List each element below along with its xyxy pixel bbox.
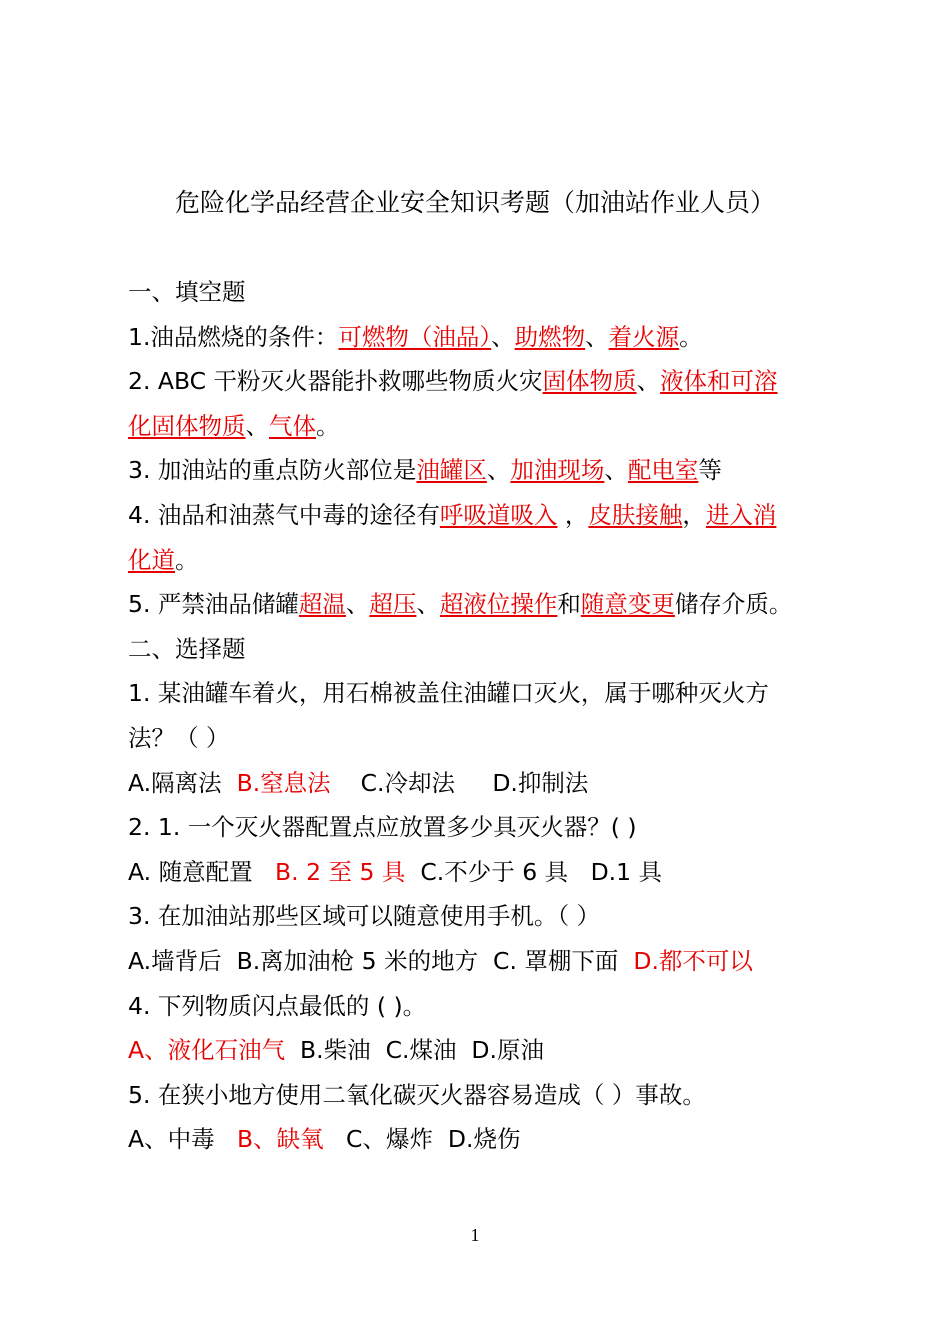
separator: 、: [245, 411, 269, 440]
fill-question-4-cont: [128, 538, 836, 583]
section-heading-choice: 二、选择题: [128, 634, 246, 663]
choice-question-3: 3. 在加油站那些区域可以随意使用手机。（ ）: [128, 902, 601, 931]
option-a: A.隔离法: [128, 768, 222, 797]
question-text: 3. 加油站的重点防火部位是: [128, 456, 417, 485]
question-text: 1.油品燃烧的条件：: [128, 322, 339, 351]
option-d: D.抑制法: [492, 768, 589, 797]
separator: 、: [486, 456, 511, 485]
answer-blank: 加油现场: [510, 456, 605, 485]
question-text: 2. ABC 干粉灭火器能扑救哪些物质火灾: [128, 367, 543, 396]
option-b: B.离加油枪 5 米的地方: [236, 946, 479, 975]
separator: 、: [636, 367, 661, 396]
answer-blank: 皮肤接触: [588, 500, 683, 529]
option-a: A. 随意配置: [128, 857, 253, 886]
fill-question-2-cont: [128, 404, 836, 449]
punctuation: 等: [698, 456, 722, 485]
question-text: 储存介质。: [674, 590, 793, 619]
fill-question-1: [128, 315, 836, 360]
option-c: C.煤油: [385, 1036, 457, 1065]
question-text: 4. 油品和油蒸气中毒的途径有: [128, 500, 440, 529]
option-a: A、中毒: [128, 1125, 215, 1154]
option-c: C.不少于 6 具: [420, 857, 569, 886]
fill-question-5: [128, 582, 836, 627]
answer-blank: 进入消: [705, 500, 777, 529]
option-a-answer: A、液化石油气: [128, 1036, 286, 1065]
answer-blank: 助燃物: [514, 322, 586, 351]
option-b-answer: B.窒息法: [236, 768, 331, 797]
separator: 、: [491, 322, 515, 351]
answer-blank: 超液位操作: [439, 590, 558, 619]
conjunction: 和: [557, 590, 581, 619]
exam-content: [128, 270, 836, 1162]
separator: 、: [416, 590, 440, 619]
fill-question-4: [128, 493, 836, 538]
choice-options-2: [128, 850, 836, 895]
separator: 、: [604, 456, 628, 485]
option-b: B.柴油: [300, 1036, 371, 1065]
answer-blank: 超压: [369, 590, 417, 619]
choice-options-3: [128, 939, 836, 984]
option-d: D.烧伤: [447, 1125, 521, 1154]
choice-question-1-cont: 法？（ ）: [128, 723, 230, 752]
answer-blank: 液体和可溶: [660, 367, 778, 396]
option-c: C、爆炸: [346, 1125, 433, 1154]
separator: 、: [585, 322, 609, 351]
choice-options-5: [128, 1117, 836, 1162]
answer-blank: 随意变更: [580, 590, 675, 619]
option-b-answer: B、缺氧: [237, 1125, 324, 1154]
option-c: C.冷却法: [360, 768, 455, 797]
fill-question-3: [128, 448, 836, 493]
page-number: 1: [470, 1225, 480, 1245]
page-title: 危险化学品经营企业安全知识考题（加油站作业人员）: [174, 188, 775, 217]
separator: ，: [682, 500, 706, 529]
question-text: 5. 严禁油品储罐: [128, 590, 299, 619]
option-d: D.原油: [471, 1036, 544, 1065]
fill-question-2: [128, 359, 836, 404]
punctuation: 。: [679, 322, 703, 351]
choice-question-2: 2. 1. 一个灭火器配置点应放置多少具灭火器？( ): [128, 813, 637, 842]
choice-options-1: [128, 761, 836, 806]
answer-blank: 化道: [128, 545, 175, 574]
answer-blank: 可燃物（油品）: [338, 322, 492, 351]
answer-blank: 气体: [269, 411, 316, 440]
separator: ，: [557, 500, 589, 529]
answer-blank: 着火源: [608, 322, 680, 351]
answer-blank: 配电室: [627, 456, 699, 485]
option-d-answer: D.都不可以: [633, 946, 753, 975]
answer-blank: 超温: [298, 590, 346, 619]
answer-blank: 化固体物质: [128, 411, 246, 440]
choice-question-1: 1. 某油罐车着火，用石棉被盖住油罐口灭火，属于哪种灭火方: [128, 679, 769, 708]
choice-question-4: 4. 下列物质闪点最低的 ( )。: [128, 991, 427, 1020]
option-a: A.墙背后: [128, 946, 222, 975]
punctuation: 。: [316, 411, 340, 440]
option-c: C. 罩棚下面: [493, 946, 619, 975]
choice-question-5: 5. 在狭小地方使用二氧化碳灭火器容易造成（ ）事故。: [128, 1080, 706, 1109]
punctuation: 。: [175, 545, 199, 574]
section-heading-fill: 一、填空题: [128, 278, 246, 306]
choice-options-4: [128, 1028, 836, 1073]
answer-blank: 油罐区: [416, 456, 487, 485]
option-d: D.1 具: [590, 857, 663, 886]
option-b-answer: B. 2 至 5 具: [275, 857, 406, 886]
answer-blank: 固体物质: [542, 367, 637, 396]
separator: 、: [345, 590, 370, 619]
answer-blank: 呼吸道吸入: [439, 500, 558, 529]
